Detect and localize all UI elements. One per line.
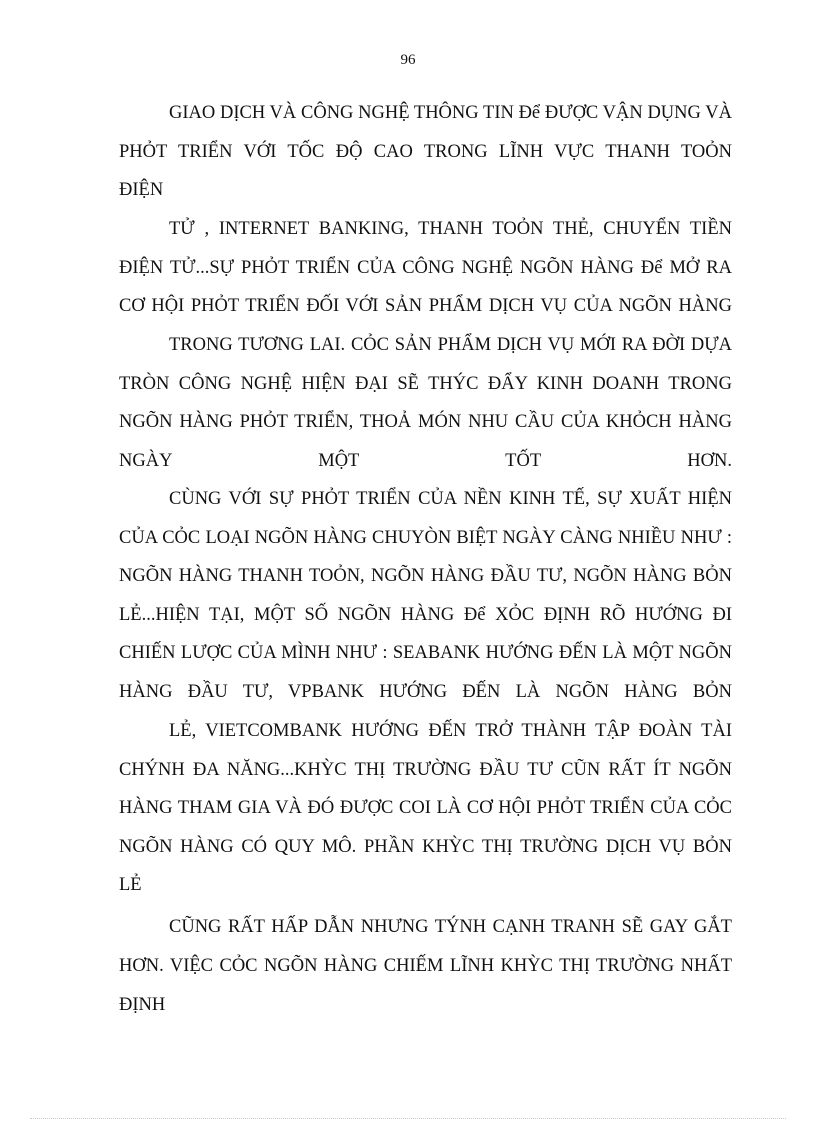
- body-paragraph-2: TỬ , INTERNET BANKING, THANH TOỎN THẺ, CHUYỂN TIỀN ĐIỆN TỬ...SỰ PHỎT TRIỂN CỦA CÔNG NGHỆ NGÕN HÀNG Để MỞ RA CƠ HỘI PHỎT TRIỂN ĐỐI VỚI SẢN PHẨM DỊCH VỤ CỦA NGÕN HÀNG: [119, 219, 732, 316]
- footer-rule: [30, 1118, 786, 1119]
- body-paragraph-3: TRONG TƯƠNG LAI. CỎC SẢN PHẨM DỊCH VỤ MỚI RA ĐỜI DỰA TRÒN CÔNG NGHỆ HIỆN ĐẠI SẼ THÝC ĐẨY KINH DOANH TRONG NGÕN HÀNG PHỎT TRIỂN, THOẢ MÓN NHU CẦU CỦA KHỎCH HÀNG NGÀY MỘT TỐT HƠN.: [119, 335, 732, 471]
- page-number: 96: [400, 52, 416, 68]
- body-paragraph-1: GIAO DỊCH VÀ CÔNG NGHỆ THÔNG TIN Để ĐƯỢC VẬN DỤNG VÀ PHỎT TRIỂN VỚI TỐC ĐỘ CAO TRONG LĨNH VỰC THANH TOỎN: [119, 103, 732, 162]
- body-paragraph-6: CŨNG RẤT HẤP DẪN NHƯNG TÝNH CẠNH TRANH SẼ GAY GẮT HƠN. VIỆC CỎC NGÕN HÀNG CHIẾM LĨNH KHỲC THỊ TRƯỜNG NHẤT: [119, 917, 732, 976]
- body-paragraph-5-tail: LẺ: [119, 875, 142, 895]
- body-paragraph-1-tail: ĐIỆN: [119, 180, 164, 200]
- body-paragraph-4: CÙNG VỚI SỰ PHỎT TRIỂN CỦA NỀN KINH TẾ, SỰ XUẤT HIỆN CỦA CỎC LOẠI NGÕN HÀNG CHUYÒN BIỆT NGÀY CÀNG NHIỀU NHƯ : NGÕN HÀNG THANH TOỎN, NGÕN HÀNG ĐẦU TƯ, NGÕN HÀNG BỎN LẺ...HIỆN TẠI, MỘT SỐ NGÕN HÀNG Để XỎC ĐỊNH RÕ HƯỚNG ĐI CHIẾN LƯỢC CỦA MÌNH NHƯ : SEABANK HƯỚNG ĐẾN LÀ MỘT NGÕN HÀNG ĐẦU TƯ, VPBANK HƯỚNG ĐẾN LÀ NGÕN HÀNG BỎN: [119, 489, 732, 702]
- body-paragraph-5: LẺ, VIETCOMBANK HƯỚNG ĐẾN TRỞ THÀNH TẬP ĐOÀN TÀI CHÝNH ĐA NĂNG...KHỲC THỊ TRƯỜNG ĐẦU TƯ CŨN RẤT ÍT NGÕN HÀNG THAM GIA VÀ ĐÓ ĐƯỢC COI LÀ CƠ HỘI PHỎT TRIỂN CỦA CỎC NGÕN HÀNG CÓ QUY MÔ. PHẦN KHỲC THỊ TRƯỜNG DỊCH VỤ BỎN: [119, 721, 732, 857]
- body-paragraph-6-tail: ĐỊNH: [119, 995, 166, 1015]
